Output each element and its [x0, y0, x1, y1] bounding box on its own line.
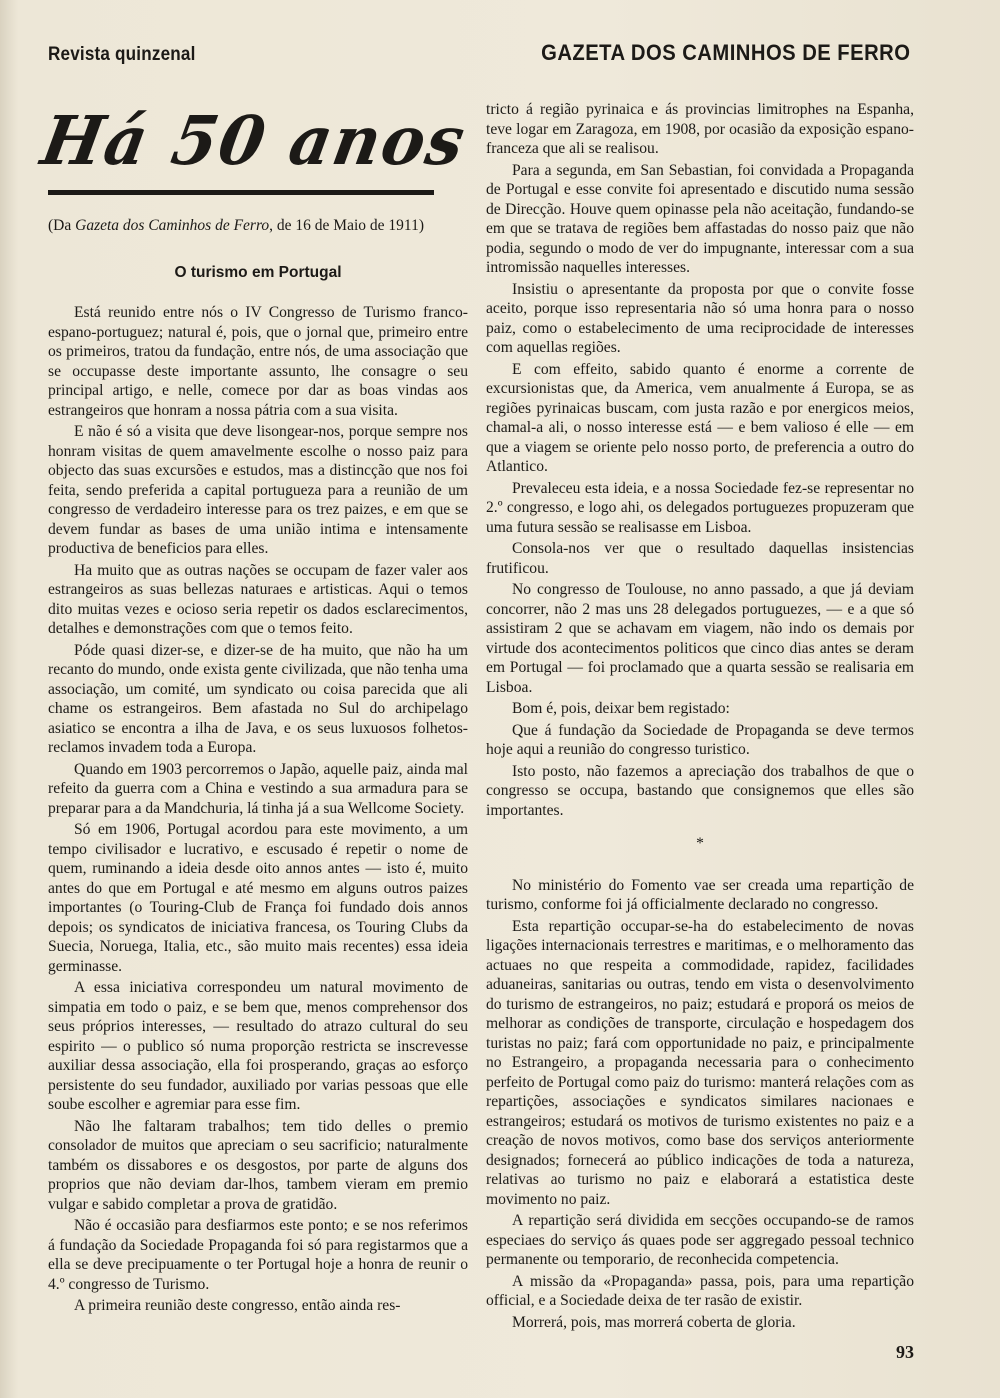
paragraph: Morrerá, pois, mas morrerá coberta de gloria. [512, 1313, 796, 1331]
source-suffix: , de 16 de Maio de 1911) [269, 217, 424, 234]
paragraph: Quando em 1903 percorremos o Japão, aquelle paiz, ainda mal refeito da guerra com a China e vestindo a sua armadura para se preparar para a da Mandchuria, lá tinha já a sua Wellcome Society. [48, 760, 468, 817]
paragraph: Consola-nos ver que o resultado daquellas insistencias frutificou. [486, 540, 914, 577]
paragraph: Isto posto, não fazemos a apreciação dos trabalhos de que o congresso se occupa, bastando que consignemos que elles são importantes. [486, 762, 914, 819]
paragraph: Para a segunda, em San Sebastian, foi convidada a Propaganda de Portugal e esse convite foi apresentado e discutido numa sessão de Direcção. Houve quem opinasse pela não aceitação, fundando-se em que se tratava de regiões bem affastadas do nosso paiz que não podia, segundo o modo de ver do impugnante, interessar com a sua intromissão naquelles interesses. [486, 161, 914, 276]
paragraph: Não é occasião para desfiarmos este ponto; e se nos referimos á fundação da Sociedade Propaganda foi só para registarmos que a ella se deve precipuamente o ter Portugal hoje a honra de reunir o 4.º congresso de Turismo. [48, 1217, 468, 1293]
paragraph: E não é só a visita que deve lisongear-nos, porque sempre nos honram visitas de quem amavelmente escolhe o nosso paiz para objecto das suas excursões e estudos, mas a distincção que nos foi feita, sendo preferida a capital portugueza para a reunião de um congresso de verdadeiro interesse para os trez paizes, e em que se devem fundar as bases de uma união intima e intensamente productiva de beneficios para elles. [48, 423, 468, 557]
paragraph: E com effeito, sabido quanto é enorme a corrente de excursionistas que, da America, vem anualmente á Europa, se as regiões pyrinaicas buscam, com justa razão e por energicos meios, chamal-a ali, o nosso interesse está — e bem valioso é elle — em que a viagem se oriente pelo nosso porto, de preferencia a outro do Atlantico. [486, 360, 914, 475]
running-header-left: Revista quinzenal [48, 44, 196, 65]
paragraph: A repartição será dividida em secções occupando-se de ramos especiaes do serviço ás quaes pode ser aggregado pessoal technico permanente ou temporario, de reconhecida competencia. [486, 1212, 914, 1268]
section-title: Há 50 anos [35, 102, 472, 181]
paragraph: Não lhe faltaram trabalhos; tem tido delles o premio consolador de muitos que apreciam o seu sacrificio; naturalmente também os dissabores e os desgostos, por parte de alguns dos proprios que não deviam dar-lhos, tambem vieram em premio vulgar e sabido completar a prova de gratidão. [48, 1117, 468, 1213]
running-header-right: GAZETA DOS CAMINHOS DE FERRO [540, 40, 910, 65]
source-line [48, 217, 468, 235]
paragraph: No ministério do Fomento vae ser creada uma repartição de turismo, conforme foi já officialmente declarado no congresso. [486, 876, 914, 913]
paragraph: tricto á região pyrinaica e ás provincias limitrophes na Espanha, teve logar em Zaragoza, em 1908, por ocasião da exposição espano-franceza que ali se realisou. [486, 101, 914, 157]
article-title: O turismo em Portugal [174, 264, 342, 281]
paragraph: Só em 1906, Portugal acordou para este movimento, a um tempo civilisador e lucrativo, e escusado é repetir o nome de quem, ruminando a ideia desde oito annos antes — isto é, muito antes do que em Portugal e até mesmo em alguns outros paizes importantes (o Touring-Club de França foi fundado dois annos depois; os syndicatos de iniciativa francesa, os Touring Clubs da Suecia, Noruega, Italia, etc., são muito mais recentes) essa ideia germinasse. [48, 821, 468, 975]
paragraph: Prevaleceu esta ideia, e a nossa Sociedade fez-se representar no 2.º congresso, e logo ahi, os delegados portuguezes propuzeram que uma futura sessão se realisasse em Lisboa. [486, 479, 914, 536]
source-prefix: (Da [48, 217, 76, 234]
paragraph: Esta repartição occupar-se-ha do estabelecimento de novas ligações internacionais terrestres e maritimas, e o melhoramento das actuaes no que respeita a commodidade, rapidez, facilidades aduaneiras, sanitarias ou outras, tendo em vista o desenvolvimento do turismo de estrangeiros, no paiz; estudará e proporá os meios de melhorar as condições de transporte, circulação e hospedagem dos turistas no paiz; fará com opportunidade no paiz, e principalmente no Estrangeiro, a propaganda necessaria para o conhecimento perfeito de Portugal como paiz do turismo: manterá relações com as repartições, associações e syndicatos similares nacionaes e estrangeiros; estudará os motivos de turismo existentes no paiz e a creação de novos motivos, como base dos serviços anteriormente designados; fornecerá ao público indicações de toda a natureza, relativas ao turismo no paiz e elaborará a estatistica deste movimento no paiz. [486, 917, 914, 1208]
paragraph: A primeira reunião deste congresso, então ainda res- [74, 1297, 401, 1314]
right-column [486, 100, 914, 1334]
paragraph: Ha muito que as outras nações se occupam de fazer valer aos estrangeiros as suas bellezas naturaes e artisticas. Aqui o temos dito muitas vezes e ocioso seria repetir os dados esclarecimentos, detalhes e demonstrações com que o temos feito. [48, 561, 468, 637]
paragraph: Que á fundação da Sociedade de Propaganda se deve termos hoje aqui a reunião do congresso turistico. [486, 721, 914, 758]
page-number: 93 [896, 1342, 914, 1362]
paragraph: Póde quasi dizer-se, e dizer-se de ha muito, que não ha um recanto do mundo, onde exista gente civilizada, que não tenha uma associação, um comité, um syndicato ou coisa parecida que ali chame os estrangeiros. Bem afastada no Sul do archipelago asiatico se encontra a ilha de Java, e os seus luxuosos folhetos-reclamos invadem toda a Europa. [48, 641, 468, 756]
section-separator: * [696, 835, 704, 852]
left-column [48, 303, 468, 1318]
paragraph: Está reunido entre nós o IV Congresso de Turismo franco-espano-portuguez; natural é, pois, que o jornal que, primeiro entre os primeiros, tratou da fundação, entre nós, de uma associação que se occupasse deste importante assunto, lhe consagre o seu principal artigo, e nelle, comece por dar as boas vindas aos estrangeiros que honram a nossa pátria com a sua visita. [48, 304, 468, 419]
source-journal: Gazeta dos Caminhos de Ferro [75, 217, 270, 234]
paragraph: No congresso de Toulouse, no anno passado, a que já deviam concorrer, não 2 mas uns 28 delegados portuguezes, — e a que só assistiram 2 que se achavam em viagem, não indo os demais por virtude dos acontecimentos politicos que cinco dias antes se deram em Portugal — foi proclamado que a quarta sessão se realisaria em Lisboa. [486, 581, 914, 696]
paragraph: Insistiu o apresentante da proposta por que o convite fosse aceito, porque isso representaria não só uma honra para o nosso paiz, como o estabelecimento de uma reciprocidade de interesses com aquellas regiões. [486, 280, 914, 356]
paragraph: A essa iniciativa correspondeu um natural movimento de simpatia em todo o paiz, e se bem que, menos comprehensor dos seus próprios interesses, — resultado do atrazo cultural do seu espirito — o publico só numa proporção restricta se inscrevesse auxiliar dessa associação, ella foi prosperando, graças ao esforço persistente do seu fundador, auxiliado por varias pessoas que elle soube escolher e agremiar para esse fim. [48, 979, 468, 1113]
title-rule [48, 190, 434, 195]
paragraph: Bom é, pois, deixar bem registado: [512, 700, 730, 717]
paragraph: A missão da «Propaganda» passa, pois, para uma repartição official, e a Sociedade deixa de ter rasão de existir. [486, 1272, 914, 1309]
